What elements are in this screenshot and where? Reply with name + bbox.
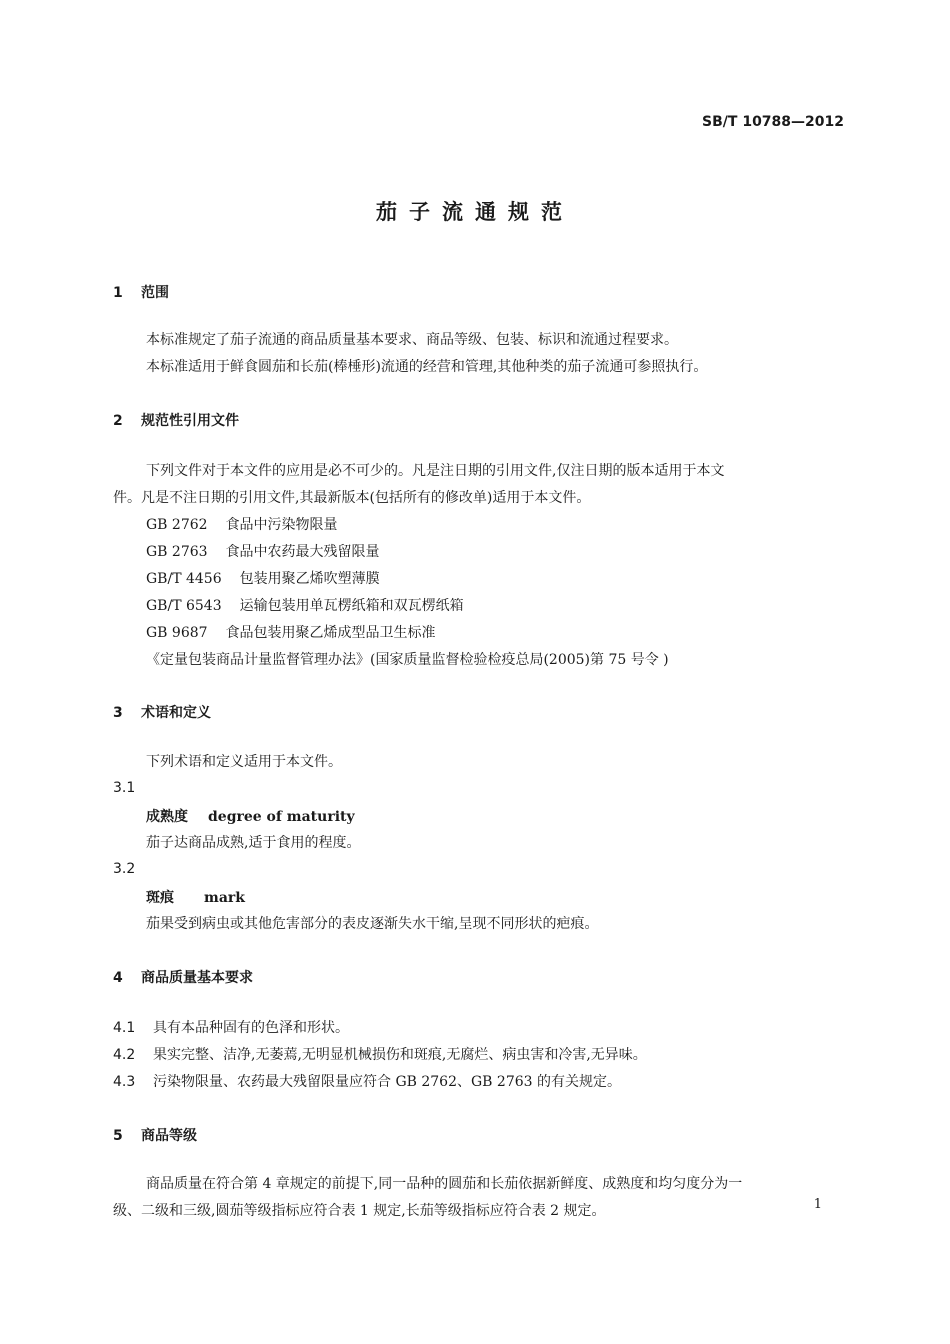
section-number: 1 bbox=[113, 285, 123, 301]
section-4-heading bbox=[113, 967, 253, 987]
reference-item bbox=[146, 622, 436, 642]
reference-name: 食品中污染物限量 bbox=[225, 517, 338, 533]
section-title: 术语和定义 bbox=[141, 705, 211, 721]
clause-number: 4.1 bbox=[113, 1020, 136, 1036]
term-number: 3.2 bbox=[113, 861, 136, 877]
clause-text: 果实完整、洁净,无萎蔫,无明显机械损伤和斑痕,无腐烂、病虫害和冷害,无异味。 bbox=[153, 1047, 647, 1063]
clause-item bbox=[113, 1044, 647, 1064]
reference-item bbox=[146, 541, 380, 561]
term-entry bbox=[146, 887, 245, 907]
section-number: 3 bbox=[113, 705, 123, 721]
reference-item: 《定量包装商品计量监督管理办法》(国家质量监督检验检疫总局(2005)第 75 号令 ) bbox=[146, 652, 669, 668]
clause-number: 4.2 bbox=[113, 1047, 136, 1063]
reference-name: 运输包装用单瓦楞纸箱和双瓦楞纸箱 bbox=[239, 598, 464, 614]
standard-number: SB/T 10788—2012 bbox=[702, 114, 844, 130]
section-title: 商品质量基本要求 bbox=[141, 970, 253, 986]
term-entry bbox=[146, 806, 355, 826]
paragraph: 下列术语和定义适用于本文件。 bbox=[146, 754, 342, 770]
reference-code: GB 9687 bbox=[146, 625, 208, 641]
reference-item bbox=[146, 514, 338, 534]
reference-item bbox=[146, 568, 380, 588]
term-english: degree of maturity bbox=[208, 809, 355, 825]
reference-code: GB 2763 bbox=[146, 544, 208, 560]
reference-name: 食品中农药最大残留限量 bbox=[225, 544, 380, 560]
section-number: 5 bbox=[113, 1128, 123, 1144]
term-definition: 茄果受到病虫或其他危害部分的表皮逐渐失水干缩,呈现不同形状的疤痕。 bbox=[146, 916, 599, 932]
document-title: 茄子流通规范 bbox=[376, 200, 574, 224]
reference-name: 包装用聚乙烯吹塑薄膜 bbox=[239, 571, 380, 587]
paragraph-line: 商品质量在符合第 4 章规定的前提下,同一品种的圆茄和长茄依据新鲜度、成熟度和均匀度分为一 bbox=[146, 1176, 743, 1192]
clause-number: 4.3 bbox=[113, 1074, 136, 1090]
reference-name: 食品包装用聚乙烯成型品卫生标准 bbox=[225, 625, 436, 641]
section-title: 范围 bbox=[141, 285, 169, 301]
paragraph: 本标准规定了茄子流通的商品质量基本要求、商品等级、包装、标识和流通过程要求。 bbox=[146, 332, 678, 348]
section-1-heading bbox=[113, 282, 169, 302]
term-chinese: 斑痕 bbox=[146, 890, 174, 906]
reference-code: GB 2762 bbox=[146, 517, 208, 533]
paragraph-line: 件。凡是不注日期的引用文件,其最新版本(包括所有的修改单)适用于本文件。 bbox=[113, 490, 591, 506]
paragraph-line: 级、二级和三级,圆茄等级指标应符合表 1 规定,长茄等级指标应符合表 2 规定。 bbox=[113, 1203, 606, 1219]
term-number: 3.1 bbox=[113, 780, 136, 796]
clause-item bbox=[113, 1017, 349, 1037]
clause-item bbox=[113, 1071, 621, 1091]
reference-code: GB/T 6543 bbox=[146, 598, 222, 614]
term-english: mark bbox=[204, 890, 245, 906]
section-number: 4 bbox=[113, 970, 123, 986]
term-chinese: 成熟度 bbox=[146, 809, 188, 825]
paragraph-line: 下列文件对于本文件的应用是必不可少的。凡是注日期的引用文件,仅注日期的版本适用于本文 bbox=[146, 463, 725, 479]
section-2-heading bbox=[113, 410, 239, 430]
section-title: 商品等级 bbox=[141, 1128, 197, 1144]
paragraph: 本标准适用于鲜食圆茄和长茄(棒棰形)流通的经营和管理,其他种类的茄子流通可参照执行。 bbox=[146, 359, 708, 375]
clause-text: 具有本品种固有的色泽和形状。 bbox=[153, 1020, 349, 1036]
section-3-heading bbox=[113, 702, 211, 722]
term-definition: 茄子达商品成熟,适于食用的程度。 bbox=[146, 835, 361, 851]
section-number: 2 bbox=[113, 413, 123, 429]
reference-item bbox=[146, 595, 464, 615]
section-title: 规范性引用文件 bbox=[141, 413, 239, 429]
clause-text: 污染物限量、农药最大残留限量应符合 GB 2762、GB 2763 的有关规定。 bbox=[153, 1074, 622, 1090]
page-number: 1 bbox=[813, 1197, 822, 1212]
section-5-heading bbox=[113, 1125, 197, 1145]
reference-code: GB/T 4456 bbox=[146, 571, 222, 587]
